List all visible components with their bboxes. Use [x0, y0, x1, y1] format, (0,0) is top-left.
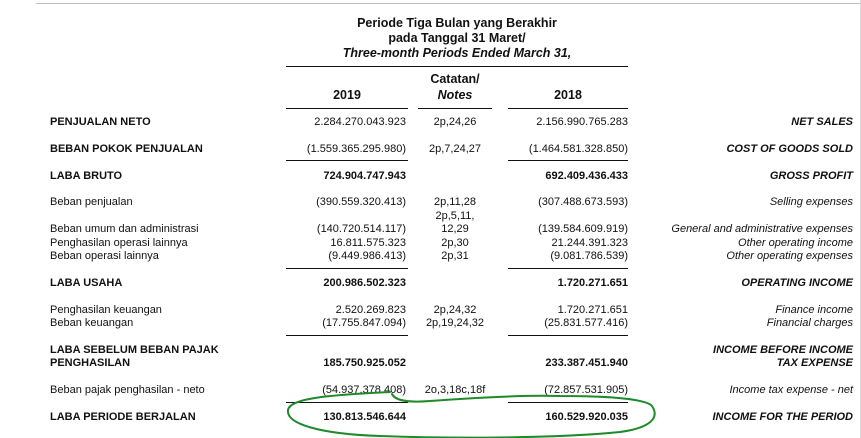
row-label-en: OPERATING INCOME — [741, 277, 853, 289]
column-notes-rule — [418, 108, 492, 109]
row-label: Penghasilan operasi lainnya — [50, 237, 188, 249]
column-2019-rule — [286, 108, 408, 109]
column-2018-rule — [508, 108, 628, 109]
row-value-2019: 200.986.502.323 — [323, 277, 406, 289]
row-label: LABA SEBELUM BEBAN PAJAK — [50, 344, 219, 356]
row-value-2019: (54.937.378.408) — [322, 384, 406, 396]
row-label-en: Finance income — [775, 304, 853, 316]
row-value-2018: (25.831.577.416) — [544, 317, 628, 329]
subtotal-rule — [508, 160, 628, 161]
row-label-en: Income tax expense - net — [729, 384, 853, 396]
row-notes: 12,29 — [441, 223, 469, 235]
subtotal-rule — [286, 268, 408, 269]
row-value-2018: (1.464.581.328.850) — [528, 143, 628, 155]
row-notes: 2p,24,26 — [433, 116, 477, 128]
row-notes: 2p,11,28 — [433, 196, 476, 208]
row-value-2019: 185.750.925.052 — [323, 357, 406, 369]
top-border — [36, 0, 861, 4]
subtotal-rule — [508, 402, 628, 403]
row-label: Beban keuangan — [50, 317, 134, 329]
column-2019-header: 2019 — [333, 88, 361, 102]
period-title-line3: Three-month Periods Ended March 31, — [342, 46, 572, 60]
row-value-2019: (390.559.320.413) — [316, 196, 406, 208]
row-value-2018: (139.584.609.919) — [538, 223, 628, 235]
row-label: Beban pajak penghasilan - neto — [50, 384, 205, 396]
row-label-en: INCOME BEFORE INCOME — [713, 344, 853, 356]
row-label: BEBAN POKOK PENJUALAN — [50, 143, 203, 155]
row-label: Beban umum dan administrasi — [50, 223, 199, 235]
row-value-2019: (17.755.847.094) — [322, 317, 406, 329]
row-notes-top: 2p,5,11, — [435, 210, 475, 222]
row-value-2019: 16.811.575.323 — [330, 237, 406, 249]
row-value-2019: 2.284.270.043.923 — [314, 116, 406, 128]
row-value-2018: (9.081.786.539) — [550, 250, 628, 262]
row-value-2019: 130.813.546.644 — [323, 411, 406, 423]
subtotal-rule — [286, 160, 408, 161]
row-value-2018: 1.720.271.651 — [557, 277, 628, 289]
row-label-en: Other operating expenses — [726, 250, 853, 262]
row-value-2018: 160.529.920.035 — [545, 411, 628, 423]
row-label: Beban operasi lainnya — [50, 250, 159, 262]
row-value-2018: (72.857.531.905) — [544, 384, 628, 396]
row-label: LABA BRUTO — [50, 170, 123, 182]
subtotal-rule — [286, 402, 408, 403]
row-label: LABA PERIODE BERJALAN — [50, 411, 196, 423]
row-notes: 2p,24,32 — [433, 304, 477, 316]
row-label-en: Other operating income — [738, 237, 853, 249]
subtotal-rule — [508, 268, 628, 269]
period-title-line2: pada Tanggal 31 Maret/ — [388, 31, 526, 45]
column-2018-header: 2018 — [554, 88, 582, 102]
column-notes-header-id: Catatan/ — [430, 72, 480, 86]
row-value-2019: 2.520.269.823 — [335, 304, 406, 316]
row-notes: 2o,3,18c,18f — [424, 384, 486, 396]
row-label: LABA USAHA — [50, 277, 123, 289]
header-rule — [286, 66, 628, 67]
row-notes: 2p,31 — [441, 250, 469, 262]
row-label-en: COST OF GOODS SOLD — [726, 143, 853, 155]
row-label-en: Selling expenses — [769, 196, 853, 208]
row-value-2019: (9.449.986.413) — [328, 250, 406, 262]
row-value-2018: 692.409.436.433 — [545, 170, 628, 182]
period-title-line1: Periode Tiga Bulan yang Berakhir — [357, 16, 557, 30]
row-label: Penghasilan keuangan — [50, 304, 162, 316]
subtotal-rule — [508, 335, 628, 336]
row-value-2018: 1.720.271.651 — [557, 304, 628, 316]
column-notes-header-en: Notes — [437, 88, 473, 102]
row-label-line2: PENGHASILAN — [50, 357, 131, 369]
row-label-en: Financial charges — [766, 317, 853, 329]
row-label-en: GROSS PROFIT — [769, 170, 853, 182]
row-notes: 2p,7,24,27 — [429, 143, 481, 155]
row-value-2019: 724.904.747.943 — [323, 170, 406, 182]
row-label-en: NET SALES — [791, 116, 853, 128]
row-label: Beban penjualan — [50, 196, 133, 208]
row-value-2018: 2.156.990.765.283 — [536, 116, 628, 128]
row-value-2019: (140.720.514.117) — [316, 223, 406, 235]
row-label: PENJUALAN NETO — [50, 116, 151, 128]
row-label-en: General and administrative expenses — [671, 223, 853, 235]
row-value-2018: 21.244.391.323 — [551, 237, 628, 249]
subtotal-rule — [286, 335, 408, 336]
row-value-2019: (1.559.365.295.980) — [306, 143, 406, 155]
row-label-en-line2: TAX EXPENSE — [776, 357, 853, 369]
row-label-en: INCOME FOR THE PERIOD — [712, 411, 853, 423]
row-notes: 2p,19,24,32 — [425, 317, 485, 329]
row-value-2018: 233.387.451.940 — [545, 357, 628, 369]
row-notes: 2p,30 — [441, 237, 469, 249]
row-value-2018: (307.488.673.593) — [538, 196, 628, 208]
